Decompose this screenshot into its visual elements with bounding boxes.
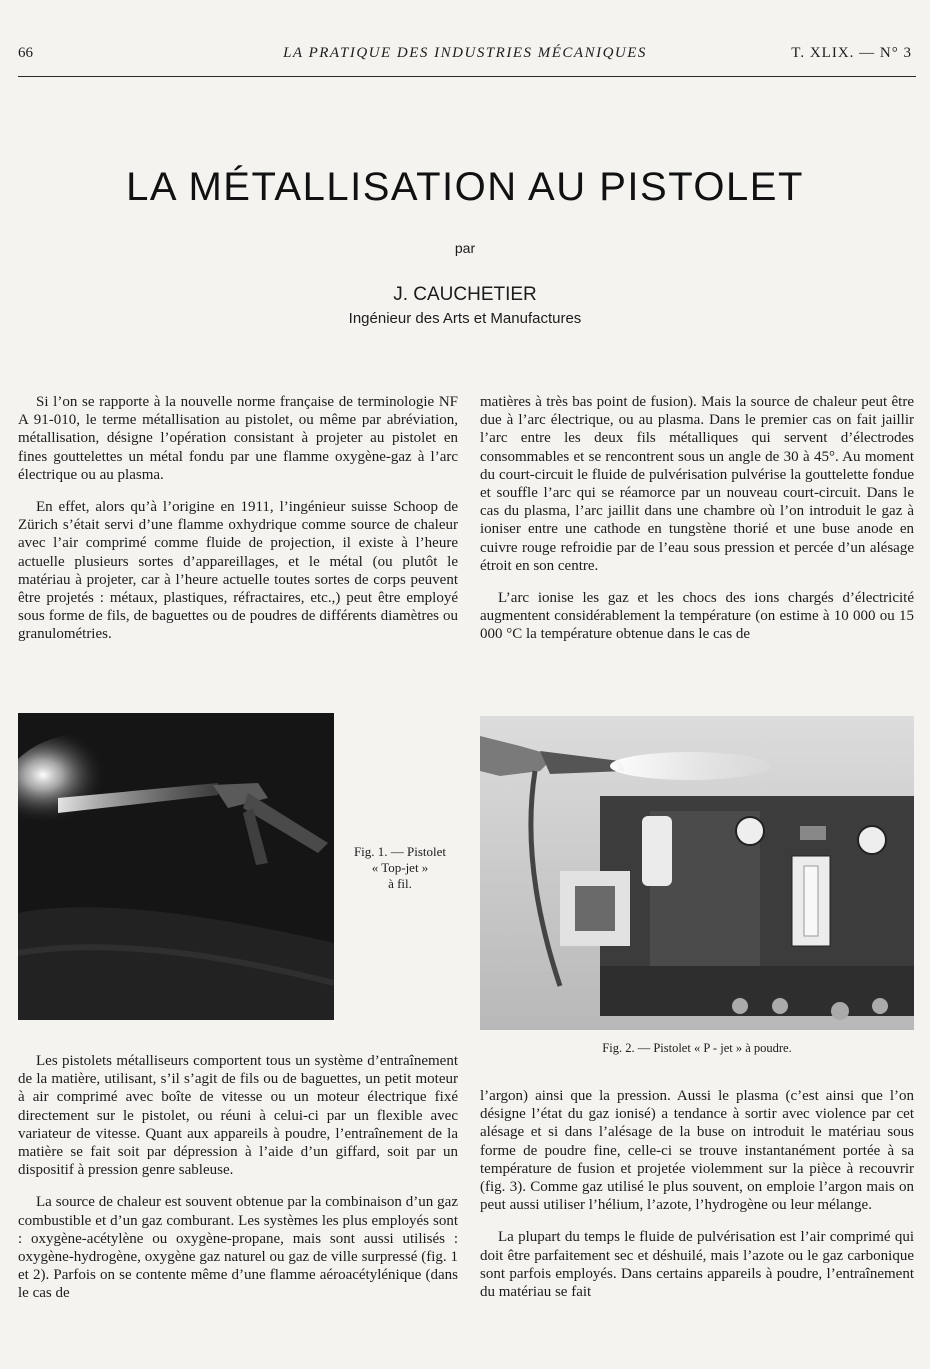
left-column-bottom [18,1052,458,1303]
article-title: LA MÉTALLISATION AU PISTOLET [126,165,804,209]
paragraph: La source de chaleur est souvent obtenue par la combinaison d’un gaz combustible et d’un gaz comburant. Les systèmes les plus employés sont : oxygène-acétylène ou oxygène-propane, mais sont aussi utilisés : oxygène-hydrogène, oxygène gaz naturel ou gaz de ville surpressé (fig. 1 et 2). Parfois on se contente même d’une flamme aéroacétylénique (dans le cas de [18,1194,458,1302]
caption-line: Fig. 1. — Pistolet [353,844,447,859]
figure-2-caption: Fig. 2. — Pistolet « P - jet » à poudre. [602,1041,792,1055]
wire-spray-gun-photo [18,713,334,1020]
caption-line: « Top-jet » [371,860,429,875]
paragraph: En effet, alors qu’à l’origine en 1911, l’ingénieur suisse Schoop de Zürich s’était servi d’une flamme oxhydrique comme source de chaleur avec l’air comprimé comme fluide de projection, il existe à l’heure actuelle plusieurs sortes d’appareillages, et le métal (ou plutôt le matériau à projeter, car à l’heure actuelle toutes sortes de corps peuvent être projetés : métaux, plastiques, réfractaires, etc.,) peut être employé sous forme de fils, de baguettes ou de poudres de différents diamètres ou granulométries. [18,499,458,643]
issue-label: T. XLIX. — N° 3 [791,45,912,61]
right-column-bottom [480,1087,914,1301]
paragraph: Si l’on se rapporte à la nouvelle norme française de terminologie NF A 91-010, le terme métallisation au pistolet, ou même par abréviation, métallisation, désigne l’opération consistant à projeter au pistolet en fines gouttelettes un métal fondu par une flamme oxygène-gaz à l’arc électrique ou au plasma. [18,394,458,483]
paragraph: matières à très bas point de fusion). Mais la source de chaleur peut être due à l’arc électrique, ou au plasma. Dans le premier cas on fait jaillir l’arc entre les deux fils métalliques qui servent d’électrodes consommables et se rencontrent sous un angle de 30 à 45°. Au moment du court-circuit le fluide de pulvérisation pulvérise la gouttelette fondue et souffle l’arc qui se réamorce par un nouveau court-circuit. Dans le cas du plasma, l’arc jaillit dans une chambre où l’on introduit le gaz à ioniser entre une cathode en tungstène thorié et une buse anode en cuivre rouge refroidie par de l’eau sous pression et percée d’un alésage étroit en son centre. [480,394,914,574]
paragraph: Les pistolets métalliseurs comportent tous un système d’entraînement de la matière, utilisant, s’il s’agit de fils ou de baguettes, un petit moteur à air comprimé avec boîte de vitesse ou un moteur électrique fixé directement sur le pistolet, ou réuni à celui-ci par un flexible avec variateur de vitesse. Quant aux appareils à poudre, l’entraînement de la matière se fait soit par dépression à l’aide d’un giffard, soit par un dispositif à pression genre sableuse. [18,1053,458,1179]
running-title: LA PRATIQUE DES INDUSTRIES MÉCANIQUES [283,45,647,61]
paragraph: L’arc ionise les gaz et les chocs des ions chargés d’électricité augmentent considérablement la température (on estime à 10 000 ou 15 000 °C la température obtenue dans le cas de [480,590,914,643]
paragraph: La plupart du temps le fluide de pulvérisation est l’air comprimé qui doit être parfaitement sec et déshuilé, mais l’azote ou le gaz carbonique sont parfois employés. Dans certains appareils à poudre, l’entraînement du matériau se fait [480,1229,914,1301]
left-column-top [18,393,458,644]
powder-spray-gun-photo [480,716,914,1030]
paragraph: l’argon) ainsi que la pression. Aussi le plasma (c’est ainsi que l’on désigne l’état du gaz ionisé) a tendance à sortir avec violence par cet alésage et si dans l’alésage de la buse on introduit le matériau sous forme de poudre fine, celle-ci se trouve instantanément portée à sa température de fusion et projetée violemment sur la pièce à recouvrir (fig. 3). Comme gaz utilisé le plus souvent, on emploie l’argon mais on peut aussi utiliser l’hélium, l’azote, l’hydrogène ou leur mélange. [480,1088,914,1214]
caption-line: à fil. [388,876,412,891]
author-affiliation: Ingénieur des Arts et Manufactures [348,310,582,327]
author-name: J. CAUCHETIER [393,284,537,305]
header-rule [18,76,916,77]
byline-par: par [454,240,476,256]
figure-1-photo [18,713,334,1020]
page-number: 66 [18,45,33,61]
figure-2-photo [480,716,914,1030]
right-column-top [480,393,914,644]
figure-1-caption [340,844,460,892]
